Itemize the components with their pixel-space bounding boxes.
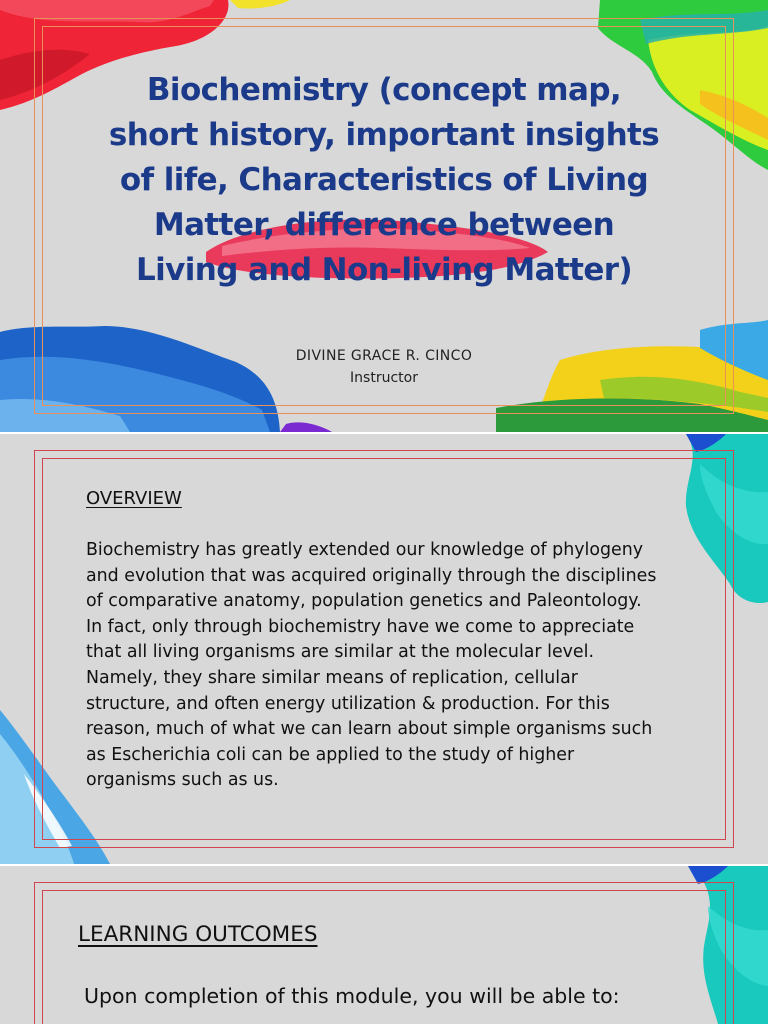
title-slide — [0, 0, 768, 432]
learning-outcomes-slide — [0, 866, 768, 1024]
slide-title: Biochemistry (concept map, short history, important insights of life, Characteristics of Living Matter, difference between Living and Non-living Matter) — [108, 72, 660, 288]
overview-slide — [0, 434, 768, 864]
learning-outcomes-intro: Upon completion of this module, you will be able to: — [84, 984, 620, 1008]
overview-paragraph: Biochemistry has greatly extended our knowledge of phylogeny and evolution that was acquired originally through the disciplines of comparative anatomy, population genetics and Paleontology. In fact, only through biochemistry have we come to appreciate that all living organisms are similar at the molecular level. Namely, they share similar means of replication, cellular structure, and often energy utilization & production. For this reason, much of what we can learn about simple organisms such as Escherichia coli can be applied to the study of higher organisms such as us. — [86, 540, 657, 791]
learning-outcomes-heading: LEARNING OUTCOMES — [78, 922, 318, 947]
author-role: Instructor — [350, 370, 418, 386]
author-name: DIVINE GRACE R. CINCO — [295, 348, 473, 364]
overview-heading: OVERVIEW — [86, 488, 182, 509]
